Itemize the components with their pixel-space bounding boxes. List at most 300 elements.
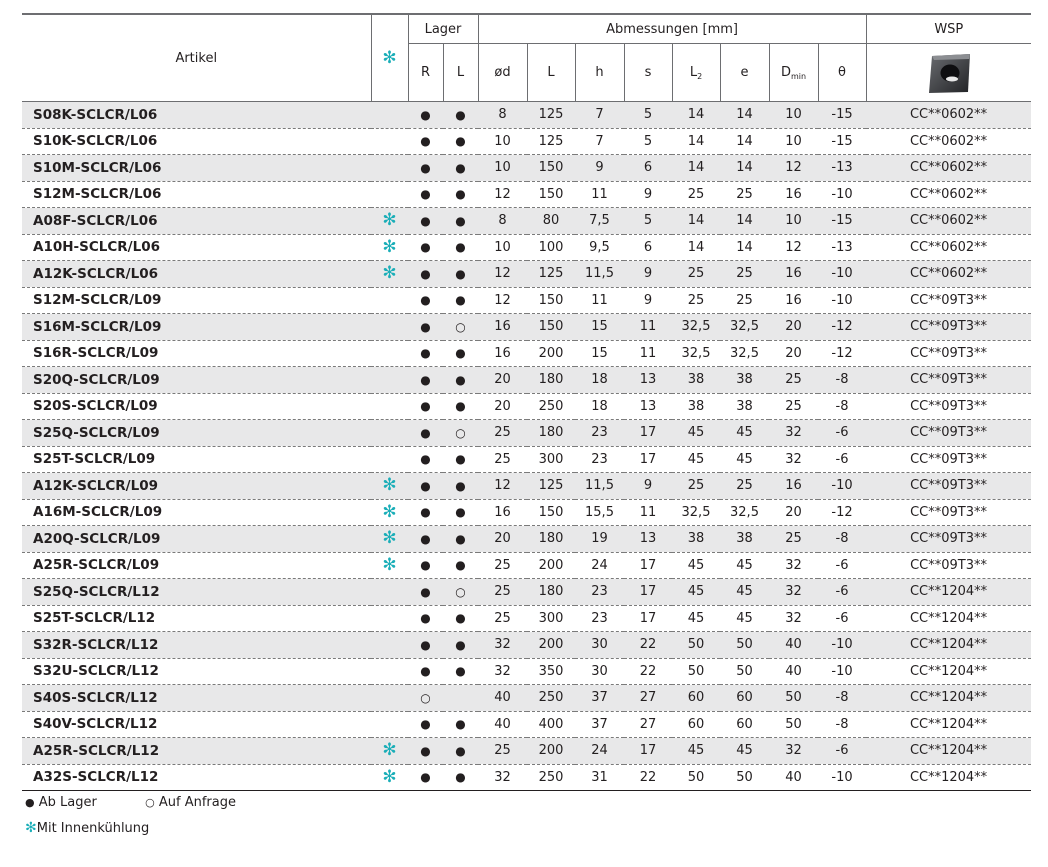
cell-lager-r: ● [408,738,443,765]
cell-L2: 38 [672,393,720,420]
header-s: s [624,44,672,102]
cell-lager-r: ● [408,711,443,738]
coolant-icon: ✻ [382,210,397,231]
cell-coolant [371,181,408,208]
cell-wsp: CC**0602** [866,208,1031,235]
cell-h: 9 [575,155,624,182]
cell-h: 18 [575,393,624,420]
cell-od: 12 [478,181,527,208]
cell-od: 25 [478,579,527,606]
cell-artikel: S08K-SCLCR/L06 [22,102,371,129]
table-row [22,102,1031,129]
cell-lager-l: ○ [443,420,478,447]
cell-theta: -6 [818,420,866,447]
cell-wsp: CC**1204** [866,738,1031,765]
cell-artikel: S32R-SCLCR/L12 [22,632,371,659]
cell-theta: -8 [818,685,866,712]
cell-dmin: 32 [769,579,818,606]
table-row [22,579,1031,606]
cell-L2: 14 [672,102,720,129]
cell-L: 150 [527,287,575,314]
cell-dmin: 32 [769,552,818,579]
coolant-icon: ✻ [382,236,397,257]
legend-in-stock-label: Ab Lager [38,795,97,810]
cell-dmin: 32 [769,738,818,765]
cell-L: 150 [527,499,575,526]
cell-lager-l: ● [443,340,478,367]
cell-artikel: S25Q-SCLCR/L12 [22,579,371,606]
cell-theta: -6 [818,552,866,579]
cell-s: 13 [624,526,672,553]
cell-h: 15,5 [575,499,624,526]
cell-h: 11,5 [575,261,624,288]
cell-coolant [371,738,408,765]
cell-s: 27 [624,685,672,712]
cell-od: 16 [478,499,527,526]
cell-artikel: S32U-SCLCR/L12 [22,658,371,685]
header-e: e [720,44,769,102]
coolant-icon: ✻ [25,820,37,836]
cell-lager-r: ● [408,764,443,791]
cell-lager-l: ● [443,102,478,129]
cell-coolant [371,155,408,182]
cell-e: 45 [720,579,769,606]
cell-L2: 50 [672,632,720,659]
cell-lager-r: ● [408,393,443,420]
cell-L2: 38 [672,367,720,394]
cell-L: 125 [527,261,575,288]
cell-theta: -8 [818,367,866,394]
cell-L: 150 [527,155,575,182]
cell-lager-l: ● [443,526,478,553]
cell-od: 10 [478,234,527,261]
header-dmin [769,44,818,102]
table-row [22,155,1031,182]
cell-s: 9 [624,287,672,314]
cell-s: 22 [624,658,672,685]
cell-L2: 14 [672,234,720,261]
header-wsp: WSP [866,14,1031,44]
cell-wsp: CC**09T3** [866,446,1031,473]
table-row [22,287,1031,314]
cell-h: 23 [575,446,624,473]
cell-L2: 60 [672,711,720,738]
cell-e: 50 [720,632,769,659]
table-row [22,526,1031,553]
cell-coolant [371,605,408,632]
cell-coolant [371,579,408,606]
header-coolant [371,14,408,102]
cell-coolant [371,340,408,367]
cell-dmin: 16 [769,287,818,314]
cell-dmin: 12 [769,234,818,261]
cell-artikel: A20Q-SCLCR/L09 [22,526,371,553]
legend-in-stock [25,795,97,810]
cell-od: 8 [478,102,527,129]
cell-artikel: A25R-SCLCR/L09 [22,552,371,579]
cell-coolant [371,526,408,553]
cell-theta: -15 [818,102,866,129]
cell-od: 12 [478,261,527,288]
table-row [22,738,1031,765]
cell-artikel: S12M-SCLCR/L09 [22,287,371,314]
cell-lager-r: ● [408,128,443,155]
cutting-insert-icon [926,53,972,93]
cell-od: 20 [478,393,527,420]
header-L2 [672,44,720,102]
cell-h: 7,5 [575,208,624,235]
cell-theta: -13 [818,155,866,182]
cell-dmin: 20 [769,314,818,341]
cell-lager-l: ● [443,128,478,155]
cell-e: 60 [720,711,769,738]
cell-h: 18 [575,367,624,394]
cell-lager-r: ● [408,420,443,447]
cell-dmin: 10 [769,102,818,129]
cell-lager-l: ● [443,287,478,314]
cell-L: 300 [527,605,575,632]
coolant-icon: ✻ [382,554,397,575]
header-lager-r: R [408,44,443,102]
cell-s: 17 [624,446,672,473]
cell-wsp: CC**1204** [866,605,1031,632]
cell-L2: 32,5 [672,340,720,367]
cell-theta: -12 [818,314,866,341]
cell-lager-l: ● [443,155,478,182]
header-od: ød [478,44,527,102]
cell-wsp: CC**0602** [866,128,1031,155]
legend-on-request [145,795,236,810]
cell-e: 14 [720,208,769,235]
cell-theta: -6 [818,738,866,765]
cell-artikel: A16M-SCLCR/L09 [22,499,371,526]
cell-artikel: A10H-SCLCR/L06 [22,234,371,261]
cell-h: 37 [575,685,624,712]
cell-theta: -10 [818,261,866,288]
cell-L2: 14 [672,128,720,155]
cell-coolant [371,393,408,420]
cell-wsp: CC**0602** [866,261,1031,288]
cell-e: 38 [720,367,769,394]
cell-lager-r: ● [408,208,443,235]
legend-coolant-label: Mit Innenkühlung [36,821,150,836]
cell-coolant [371,552,408,579]
cell-lager-l: ● [443,552,478,579]
cell-h: 30 [575,658,624,685]
cell-dmin: 10 [769,128,818,155]
cell-L: 180 [527,579,575,606]
cell-artikel: S25T-SCLCR/L09 [22,446,371,473]
cell-coolant [371,711,408,738]
cell-s: 17 [624,605,672,632]
cell-wsp: CC**1204** [866,579,1031,606]
header-wsp-image [866,44,1031,102]
cell-e: 25 [720,261,769,288]
cell-L2: 45 [672,738,720,765]
cell-theta: -15 [818,208,866,235]
product-table-container [22,13,1031,791]
cell-s: 13 [624,393,672,420]
cell-dmin: 50 [769,685,818,712]
cell-h: 9,5 [575,234,624,261]
table-row [22,605,1031,632]
cell-dmin: 40 [769,632,818,659]
cell-lager-l [443,685,478,712]
cell-wsp: CC**1204** [866,658,1031,685]
table-row [22,446,1031,473]
cell-wsp: CC**0602** [866,155,1031,182]
cell-dmin: 20 [769,499,818,526]
cell-wsp: CC**1204** [866,632,1031,659]
cell-lager-r: ● [408,605,443,632]
cell-s: 17 [624,738,672,765]
cell-lager-r: ● [408,552,443,579]
legend-stock [25,795,236,810]
cell-artikel: S16M-SCLCR/L09 [22,314,371,341]
cell-coolant [371,314,408,341]
cell-lager-l: ○ [443,579,478,606]
cell-lager-r: ● [408,314,443,341]
cell-L2: 45 [672,579,720,606]
cell-dmin: 16 [769,261,818,288]
legend-on-request-label: Auf Anfrage [158,795,236,810]
cell-lager-r: ● [408,261,443,288]
cell-h: 7 [575,128,624,155]
cell-wsp: CC**09T3** [866,340,1031,367]
cell-L2: 25 [672,181,720,208]
cell-s: 5 [624,102,672,129]
header-dmin-main: D [780,64,791,80]
cell-od: 20 [478,367,527,394]
cell-h: 7 [575,102,624,129]
cell-h: 15 [575,314,624,341]
cell-od: 16 [478,314,527,341]
cell-dmin: 16 [769,181,818,208]
cell-artikel: S10M-SCLCR/L06 [22,155,371,182]
cell-L2: 45 [672,420,720,447]
cell-artikel: S12M-SCLCR/L06 [22,181,371,208]
cell-L2: 32,5 [672,499,720,526]
cell-od: 25 [478,605,527,632]
header-L: L [527,44,575,102]
cell-dmin: 50 [769,711,818,738]
cell-L: 100 [527,234,575,261]
cell-s: 11 [624,340,672,367]
cell-L: 350 [527,658,575,685]
cell-od: 25 [478,552,527,579]
cell-h: 15 [575,340,624,367]
cell-s: 9 [624,181,672,208]
cell-dmin: 10 [769,208,818,235]
cell-od: 25 [478,446,527,473]
cell-s: 9 [624,261,672,288]
cell-dmin: 20 [769,340,818,367]
cell-artikel: A25R-SCLCR/L12 [22,738,371,765]
cell-L: 150 [527,181,575,208]
cell-wsp: CC**09T3** [866,499,1031,526]
table-row [22,632,1031,659]
cell-L: 125 [527,128,575,155]
cell-coolant [371,208,408,235]
cell-coolant [371,685,408,712]
cell-s: 22 [624,764,672,791]
cell-lager-l: ● [443,261,478,288]
cell-theta: -12 [818,499,866,526]
cell-wsp: CC**09T3** [866,367,1031,394]
header-h: h [575,44,624,102]
cell-L2: 32,5 [672,314,720,341]
cell-e: 32,5 [720,340,769,367]
cell-theta: -10 [818,473,866,500]
cell-L2: 38 [672,526,720,553]
cell-L: 200 [527,738,575,765]
cell-dmin: 32 [769,420,818,447]
cell-coolant [371,102,408,129]
cell-theta: -8 [818,393,866,420]
cell-theta: -6 [818,605,866,632]
cell-theta: -6 [818,446,866,473]
cell-wsp: CC**09T3** [866,420,1031,447]
cell-artikel: S20S-SCLCR/L09 [22,393,371,420]
cell-s: 6 [624,155,672,182]
cell-e: 45 [720,552,769,579]
cell-lager-r: ● [408,102,443,129]
table-row [22,764,1031,791]
cell-s: 6 [624,234,672,261]
cell-dmin: 25 [769,526,818,553]
cell-lager-l: ● [443,208,478,235]
cell-L: 180 [527,526,575,553]
cell-s: 17 [624,579,672,606]
table-row [22,658,1031,685]
cell-artikel: S40V-SCLCR/L12 [22,711,371,738]
cell-dmin: 16 [769,473,818,500]
cell-L2: 45 [672,446,720,473]
cell-artikel: S10K-SCLCR/L06 [22,128,371,155]
cell-lager-r: ● [408,340,443,367]
cell-e: 38 [720,393,769,420]
cell-coolant [371,764,408,791]
cell-od: 32 [478,632,527,659]
cell-e: 25 [720,287,769,314]
header-lager: Lager [408,14,478,44]
cell-L: 200 [527,632,575,659]
cell-e: 14 [720,128,769,155]
cell-e: 50 [720,658,769,685]
cell-e: 32,5 [720,499,769,526]
coolant-icon: ✻ [382,528,397,549]
table-row [22,261,1031,288]
cell-L2: 25 [672,261,720,288]
cell-L: 300 [527,446,575,473]
cell-lager-r: ● [408,632,443,659]
coolant-icon: ✻ [382,47,397,68]
cell-e: 14 [720,155,769,182]
cell-artikel: S25T-SCLCR/L12 [22,605,371,632]
cell-od: 16 [478,340,527,367]
cell-theta: -10 [818,658,866,685]
cell-L: 180 [527,367,575,394]
cell-L2: 14 [672,155,720,182]
cell-h: 11,5 [575,473,624,500]
table-body [22,102,1031,791]
cell-od: 40 [478,685,527,712]
cell-lager-r: ● [408,499,443,526]
cell-L2: 14 [672,208,720,235]
cell-od: 12 [478,287,527,314]
cell-wsp: CC**1204** [866,685,1031,712]
cell-theta: -8 [818,526,866,553]
table-row [22,711,1031,738]
cell-dmin: 25 [769,367,818,394]
cell-theta: -10 [818,764,866,791]
cell-s: 5 [624,208,672,235]
cell-lager-r: ● [408,446,443,473]
cell-lager-r: ○ [408,685,443,712]
cell-L2: 45 [672,552,720,579]
table-row [22,552,1031,579]
cell-lager-r: ● [408,155,443,182]
cell-dmin: 25 [769,393,818,420]
cell-h: 31 [575,764,624,791]
cell-coolant [371,234,408,261]
cell-coolant [371,499,408,526]
cell-wsp: CC**09T3** [866,393,1031,420]
cell-s: 5 [624,128,672,155]
cell-dmin: 40 [769,764,818,791]
cell-s: 17 [624,420,672,447]
header-L2-sub: 2 [697,71,703,81]
cell-artikel: S20Q-SCLCR/L09 [22,367,371,394]
cell-lager-l: ● [443,181,478,208]
cell-lager-r: ● [408,473,443,500]
cell-theta: -13 [818,234,866,261]
cell-wsp: CC**1204** [866,764,1031,791]
header-abmessungen: Abmessungen [mm] [478,14,866,44]
cell-artikel: A12K-SCLCR/L09 [22,473,371,500]
cell-coolant [371,420,408,447]
cell-L2: 45 [672,605,720,632]
cell-e: 14 [720,102,769,129]
cell-od: 12 [478,473,527,500]
cell-L: 250 [527,393,575,420]
cell-wsp: CC**0602** [866,102,1031,129]
coolant-icon: ✻ [382,766,397,787]
cell-h: 19 [575,526,624,553]
cell-coolant [371,632,408,659]
hollow-dot-icon: ○ [145,796,155,809]
cell-h: 24 [575,738,624,765]
cell-theta: -10 [818,632,866,659]
cell-wsp: CC**09T3** [866,473,1031,500]
cell-artikel: A08F-SCLCR/L06 [22,208,371,235]
cell-lager-l: ● [443,632,478,659]
cell-L: 180 [527,420,575,447]
cell-e: 25 [720,473,769,500]
cell-od: 32 [478,764,527,791]
cell-wsp: CC**09T3** [866,287,1031,314]
cell-artikel: S40S-SCLCR/L12 [22,685,371,712]
table-row [22,473,1031,500]
table-row [22,128,1031,155]
cell-h: 23 [575,579,624,606]
cell-L: 200 [527,552,575,579]
cell-lager-l: ● [443,367,478,394]
legend-coolant [25,821,149,836]
cell-od: 20 [478,526,527,553]
cell-theta: -15 [818,128,866,155]
cell-lager-r: ● [408,658,443,685]
